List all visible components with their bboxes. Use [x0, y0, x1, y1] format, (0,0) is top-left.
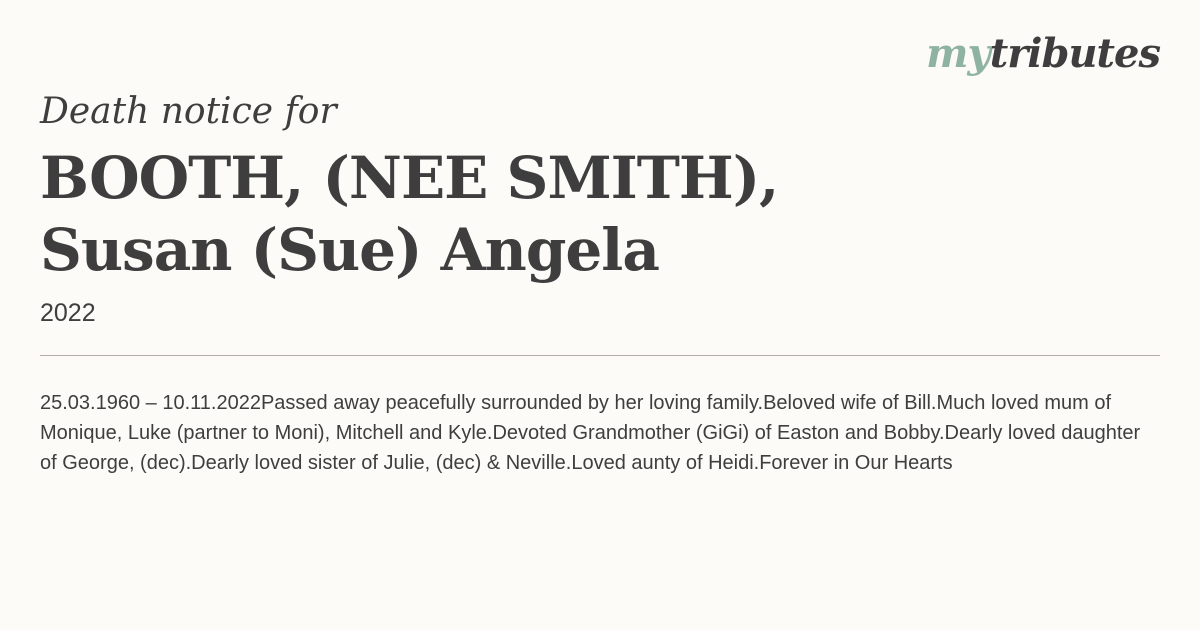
logo-text-tributes: tributes: [989, 30, 1160, 77]
notice-year: 2022: [40, 299, 96, 327]
notice-header: [40, 88, 1040, 328]
section-divider: [40, 355, 1160, 356]
logo-text-my: my: [926, 30, 990, 77]
deceased-name-line-1: BOOTH, (NEE SMITH),: [40, 144, 779, 212]
mytributes-logo[interactable]: [926, 30, 1160, 77]
deceased-name: [40, 142, 1040, 286]
deceased-name-line-2: Susan (Sue) Angela: [40, 216, 659, 284]
notice-body: 25.03.1960 – 10.11.2022Passed away peacefully surrounded by her loving family.Beloved wife of Bill.Much loved mum of Monique, Luke (partner to Moni), Mitchell and Kyle.Devoted Grandmother (GiGi) of Easton and Bobby.Dearly loved daughter of George, (dec).Dearly loved sister of Julie, (dec) & Neville.Loved aunty of Heidi.Forever in Our Hearts: [40, 392, 1141, 474]
notice-subtitle: Death notice for: [40, 91, 337, 132]
